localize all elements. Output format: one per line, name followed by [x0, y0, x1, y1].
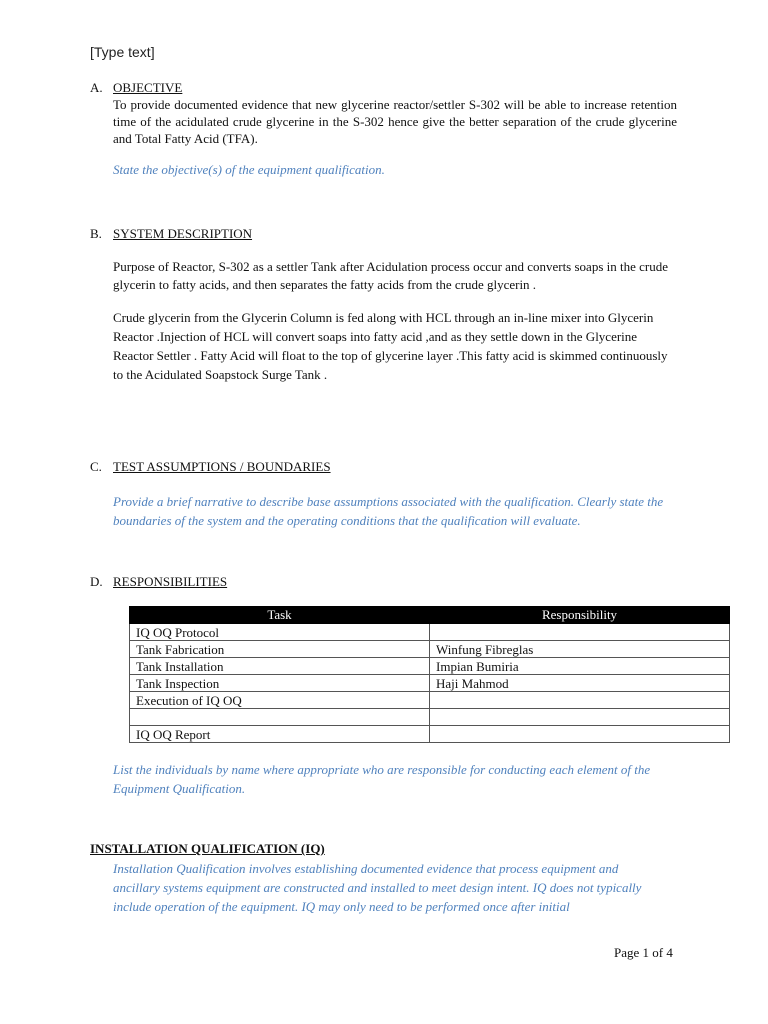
system-description-paragraph-2: Crude glycerin from the Glycerin Column is fed along with HCL through an in-line mixer into Glycerin Reactor .Injection of HCL will convert soaps into fatty acid ,and as they settle down in the Glycerine Reactor Settler . Fatty Acid will float to the top of glycerine layer .This fatty acid is skimmed continuously to the Acidulated Soapstock Surge Tank .: [113, 310, 668, 382]
table-row: [130, 692, 730, 709]
column-header-task: Task: [130, 607, 430, 624]
page-number: Page 1 of 4: [614, 945, 673, 960]
responsibility-cell: Winfung Fibreglas: [430, 641, 730, 658]
responsibility-cell: [430, 624, 730, 641]
responsibility-cell: [430, 709, 730, 726]
task-cell: Tank Fabrication: [130, 641, 430, 658]
table-row: [130, 675, 730, 692]
objective-guidance: State the objective(s) of the equipment qualification.: [113, 162, 385, 177]
table-header-row: [130, 607, 730, 624]
responsibility-cell: [430, 726, 730, 743]
table-row: [130, 709, 730, 726]
system-description-paragraph-1: Purpose of Reactor, S-302 as a settler Tank after Acidulation process occur and converts soaps in the crude glycerin to fatty acids, and then separates the fatty acids from the crude glycerin .: [113, 259, 668, 292]
iq-heading: INSTALLATION QUALIFICATION (IQ): [90, 841, 325, 856]
table-row: [130, 624, 730, 641]
objective-text: To provide documented evidence that new glycerine reactor/settler S-302 will be able to increase retention time of the acidulated crude glycerine in the S-302 hence give the better separation of the crude glycerine and Total Fatty Acid (TFA).: [113, 97, 677, 146]
section-d-letter: D.: [90, 574, 103, 589]
responsibilities-table: [129, 606, 730, 743]
section-b-heading: [90, 226, 252, 242]
section-c-heading: [90, 459, 331, 475]
assumptions-guidance: Provide a brief narrative to describe base assumptions associated with the qualification. Clearly state the boundaries of the system and the operating conditions that the qualification will evaluate.: [113, 494, 664, 528]
section-a-heading: [90, 80, 182, 96]
section-c-title: TEST ASSUMPTIONS / BOUNDARIES: [113, 459, 331, 474]
task-cell: Execution of IQ OQ: [130, 692, 430, 709]
task-cell: [130, 709, 430, 726]
responsibility-cell: [430, 692, 730, 709]
section-a-title: OBJECTIVE: [113, 80, 183, 95]
task-cell: Tank Installation: [130, 658, 430, 675]
page-header: [Type text]: [90, 44, 155, 60]
responsibilities-guidance: List the individuals by name where appropriate who are responsible for conducting each element of the Equipment Qualification.: [113, 762, 651, 796]
responsibility-cell: Haji Mahmod: [430, 675, 730, 692]
responsibility-cell: Impian Bumiria: [430, 658, 730, 675]
section-d-heading: [90, 574, 227, 590]
task-cell: IQ OQ Protocol: [130, 624, 430, 641]
task-cell: IQ OQ Report: [130, 726, 430, 743]
iq-guidance: Installation Qualification involves establishing documented evidence that process equipment and ancillary systems equipment are constructed and installed to meet design intent. IQ does not typically include operation of the equipment. IQ may only need to be performed once after initial: [113, 861, 642, 914]
section-b-letter: B.: [90, 226, 102, 241]
section-a-letter: A.: [90, 80, 103, 95]
section-c-letter: C.: [90, 459, 102, 474]
section-b-title: SYSTEM DESCRIPTION: [113, 226, 253, 241]
table-row: [130, 726, 730, 743]
section-d-title: RESPONSIBILITIES: [113, 574, 228, 589]
table-row: [130, 658, 730, 675]
task-cell: Tank Inspection: [130, 675, 430, 692]
column-header-responsibility: Responsibility: [430, 607, 730, 624]
table-row: [130, 641, 730, 658]
